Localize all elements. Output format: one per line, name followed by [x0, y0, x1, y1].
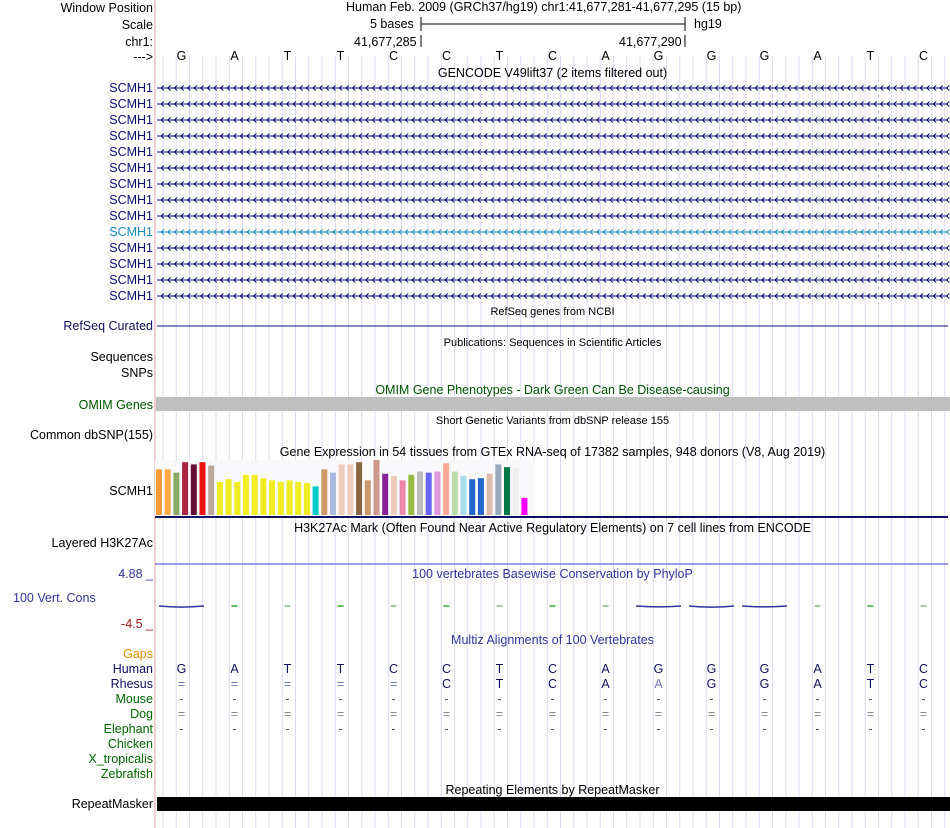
multiz-base: =	[177, 707, 186, 721]
multiz-title[interactable]: Multiz Alignments of 100 Vertebrates	[451, 633, 654, 647]
gencode-transcript-label[interactable]: SCMH1	[109, 81, 153, 95]
multiz-base: G	[176, 662, 187, 676]
multiz-base: -	[603, 722, 608, 736]
phylop-glyph	[689, 606, 734, 607]
multiz-base: =	[177, 677, 186, 691]
phylop-title[interactable]: 100 vertebrates Basewise Conservation by PhyloP	[412, 567, 693, 581]
multiz-base: -	[232, 692, 237, 706]
window-position-text: Human Feb. 2009 (GRCh37/hg19) chr1:41,677,281-41,677,295 (15 bp)	[346, 0, 742, 14]
multiz-base: C	[547, 662, 558, 676]
multiz-base: -	[815, 722, 820, 736]
refseq-title[interactable]: RefSeq genes from NCBI	[490, 306, 615, 318]
multiz-species-label[interactable]: Human	[112, 662, 153, 676]
gtex-bar	[330, 473, 336, 515]
base-letter: C	[441, 49, 452, 63]
snps-label[interactable]: SNPs	[121, 366, 153, 380]
gtex-bar	[347, 464, 353, 515]
multiz-base: A	[813, 662, 822, 676]
multiz-base: =	[654, 707, 663, 721]
multiz-base: A	[813, 677, 822, 691]
gtex-bar	[295, 482, 301, 515]
multiz-species-label[interactable]: Gaps	[123, 647, 153, 661]
base-letter: T	[495, 49, 504, 63]
gtex-bar	[426, 473, 432, 515]
gencode-transcript-label[interactable]: SCMH1	[109, 273, 153, 287]
refseq-label[interactable]: RefSeq Curated	[63, 319, 153, 333]
gtex-bar	[356, 462, 362, 515]
multiz-base: C	[918, 677, 929, 691]
multiz-base: -	[921, 692, 926, 706]
gtex-bar	[287, 480, 293, 515]
gencode-transcript-label[interactable]: SCMH1	[109, 289, 153, 303]
multiz-base: -	[497, 692, 502, 706]
gtex-bar	[269, 480, 275, 515]
gtex-bar	[487, 474, 493, 515]
scale-bases: 5 bases	[370, 17, 414, 31]
multiz-base: -	[656, 692, 661, 706]
gtex-bar	[321, 469, 327, 515]
gtex-label[interactable]: SCMH1	[109, 484, 153, 498]
base-letter: G	[706, 49, 717, 63]
gtex-bar	[252, 475, 258, 515]
multiz-base: C	[441, 662, 452, 676]
gencode-title[interactable]: GENCODE V49lift37 (2 items filtered out)	[437, 66, 668, 80]
multiz-base: G	[759, 662, 770, 676]
multiz-base: A	[654, 677, 663, 691]
gtex-bar	[243, 475, 249, 515]
gtex-bar	[408, 475, 414, 515]
multiz-base: T	[866, 677, 875, 691]
gtex-bar	[521, 498, 527, 515]
multiz-base: C	[918, 662, 929, 676]
multiz-species-label[interactable]: Zebrafish	[100, 767, 153, 781]
gencode-transcript-label[interactable]: SCMH1	[109, 241, 153, 255]
gencode-transcript-label[interactable]: SCMH1	[109, 113, 153, 127]
multiz-base: T	[866, 662, 875, 676]
phylop-label[interactable]: 100 Vert. Cons	[13, 591, 96, 605]
multiz-species-label[interactable]: Mouse	[115, 692, 153, 706]
multiz-base: G	[706, 677, 717, 691]
base-letter: C	[547, 49, 558, 63]
gtex-bar	[443, 463, 449, 515]
multiz-base: -	[815, 692, 820, 706]
base-letter: C	[918, 49, 929, 63]
multiz-base: T	[283, 662, 292, 676]
multiz-base: =	[866, 707, 875, 721]
phylop-glyph	[636, 606, 681, 607]
base-letter: A	[230, 49, 239, 63]
base-letter: A	[813, 49, 822, 63]
gtex-bar	[382, 474, 388, 515]
gtex-bar	[391, 476, 397, 515]
multiz-base: -	[444, 692, 449, 706]
h3k27ac-label[interactable]: Layered H3K27Ac	[51, 536, 153, 550]
gtex-bar	[365, 480, 371, 515]
multiz-base: -	[868, 692, 873, 706]
multiz-base: -	[391, 692, 396, 706]
multiz-base: -	[709, 692, 714, 706]
gencode-transcript-label[interactable]: SCMH1	[109, 209, 153, 223]
gtex-bar	[339, 464, 345, 515]
gtex-bar	[208, 466, 214, 516]
strand-label: --->	[133, 50, 153, 64]
gtex-bar	[461, 476, 467, 515]
gtex-bar	[200, 462, 206, 515]
gencode-transcript-label[interactable]: SCMH1	[109, 145, 153, 159]
gtex-bar	[452, 472, 458, 515]
multiz-base: C	[547, 677, 558, 691]
multiz-base: -	[179, 692, 184, 706]
gtex-bar	[417, 472, 423, 515]
multiz-base: -	[497, 722, 502, 736]
position-left: 41,677,285	[354, 35, 417, 49]
multiz-base: -	[550, 692, 555, 706]
gtex-bar	[313, 486, 319, 515]
omim-bar	[156, 397, 950, 411]
multiz-base: -	[285, 722, 290, 736]
multiz-base: C	[441, 677, 452, 691]
gtex-bar	[234, 482, 240, 515]
gtex-bar	[278, 482, 284, 515]
multiz-base: =	[919, 707, 928, 721]
gtex-bar	[260, 478, 266, 515]
multiz-base: =	[442, 707, 451, 721]
phylop-max-label: 4.88 _	[118, 567, 153, 581]
multiz-base: A	[601, 677, 610, 691]
multiz-base: -	[285, 692, 290, 706]
multiz-base: =	[707, 707, 716, 721]
multiz-base: -	[709, 722, 714, 736]
gtex-bar	[226, 479, 232, 515]
multiz-base: -	[550, 722, 555, 736]
multiz-base: T	[495, 662, 504, 676]
multiz-base: -	[338, 722, 343, 736]
dbsnp-label[interactable]: Common dbSNP(155)	[30, 428, 153, 442]
multiz-base: =	[813, 707, 822, 721]
multiz-base: =	[760, 707, 769, 721]
multiz-base: -	[391, 722, 396, 736]
gencode-transcript-label[interactable]: SCMH1	[109, 193, 153, 207]
scale-label: Scale	[121, 18, 153, 32]
gencode-transcript-label[interactable]: SCMH1	[109, 97, 153, 111]
h3k27ac-title[interactable]: H3K27Ac Mark (Often Found Near Active Regulatory Elements) on 7 cell lines from ENCODE	[294, 521, 811, 535]
window-position-label: Window Position	[60, 1, 153, 15]
multiz-species-label[interactable]: Rhesus	[110, 677, 153, 691]
multiz-base: =	[548, 707, 557, 721]
repeatmasker-title[interactable]: Repeating Elements by RepeatMasker	[445, 783, 660, 797]
gtex-bar	[400, 480, 406, 515]
multiz-base: -	[868, 722, 873, 736]
gtex-bar	[304, 483, 310, 515]
multiz-base: C	[388, 662, 399, 676]
multiz-base: =	[283, 677, 292, 691]
gtex-bar	[504, 467, 510, 515]
multiz-base: A	[230, 662, 239, 676]
gencode-transcript-label[interactable]: SCMH1	[109, 177, 153, 191]
gtex-bar	[434, 472, 440, 515]
multiz-base: -	[232, 722, 237, 736]
gencode-transcript-label[interactable]: SCMH1	[109, 129, 153, 143]
phylop-min-label: -4.5 _	[121, 617, 153, 631]
base-letter: G	[176, 49, 187, 63]
omim-label[interactable]: OMIM Genes	[78, 398, 153, 412]
gencode-transcript-label[interactable]: SCMH1	[109, 161, 153, 175]
multiz-base: -	[762, 692, 767, 706]
phylop-glyph	[742, 606, 787, 607]
sequences-label[interactable]: Sequences	[90, 350, 153, 364]
multiz-base: =	[495, 707, 504, 721]
phylop-glyph	[159, 606, 204, 607]
multiz-base: =	[389, 677, 398, 691]
multiz-base: -	[921, 722, 926, 736]
multiz-species-label[interactable]: Dog	[130, 707, 153, 721]
gtex-bar	[513, 468, 519, 515]
multiz-base: =	[336, 677, 345, 691]
publications-title[interactable]: Publications: Sequences in Scientific Articles	[443, 337, 662, 349]
base-letter: T	[283, 49, 292, 63]
multiz-base: =	[230, 677, 239, 691]
multiz-base: -	[603, 692, 608, 706]
multiz-base: G	[759, 677, 770, 691]
multiz-base: =	[601, 707, 610, 721]
gtex-bar	[495, 464, 501, 515]
gtex-bar	[165, 469, 171, 515]
scale-assembly: hg19	[694, 17, 722, 31]
base-letter: G	[759, 49, 770, 63]
multiz-base: -	[444, 722, 449, 736]
base-letter: T	[336, 49, 345, 63]
multiz-base: G	[706, 662, 717, 676]
multiz-species-label[interactable]: Chicken	[107, 737, 153, 751]
multiz-species-label[interactable]: Elephant	[103, 722, 153, 736]
omim-title[interactable]: OMIM Gene Phenotypes - Dark Green Can Be Disease-causing	[375, 383, 730, 397]
multiz-base: -	[656, 722, 661, 736]
dbsnp-title[interactable]: Short Genetic Variants from dbSNP release 155	[435, 415, 670, 427]
gtex-bar	[478, 478, 484, 515]
gtex-bar	[156, 469, 162, 515]
gtex-bar	[374, 460, 380, 515]
multiz-base: T	[495, 677, 504, 691]
gencode-transcript-label[interactable]: SCMH1	[109, 225, 153, 239]
gtex-bar	[173, 473, 179, 515]
gtex-bar	[191, 464, 197, 515]
multiz-base: =	[230, 707, 239, 721]
gtex-bar	[217, 482, 223, 515]
gtex-bar	[182, 462, 188, 515]
gtex-title[interactable]: Gene Expression in 54 tissues from GTEx RNA-seq of 17382 samples, 948 donors (V8, Aug 2019)	[279, 445, 826, 459]
base-letter: C	[388, 49, 399, 63]
multiz-base: -	[338, 692, 343, 706]
repeatmasker-label[interactable]: RepeatMasker	[71, 797, 153, 811]
multiz-base: =	[336, 707, 345, 721]
multiz-base: -	[762, 722, 767, 736]
gtex-bar	[469, 479, 475, 515]
repeatmasker-bar	[157, 797, 950, 811]
base-letter: A	[601, 49, 610, 63]
multiz-base: =	[283, 707, 292, 721]
multiz-base: =	[389, 707, 398, 721]
base-letter: T	[866, 49, 875, 63]
position-right: 41,677,290	[619, 35, 682, 49]
gencode-transcript-label[interactable]: SCMH1	[109, 257, 153, 271]
multiz-base: A	[601, 662, 610, 676]
multiz-base: G	[653, 662, 664, 676]
base-letter: G	[653, 49, 664, 63]
chr-label: chr1:	[125, 35, 153, 49]
multiz-species-label[interactable]: X_tropicalis	[88, 752, 153, 766]
multiz-base: -	[179, 722, 184, 736]
multiz-base: T	[336, 662, 345, 676]
